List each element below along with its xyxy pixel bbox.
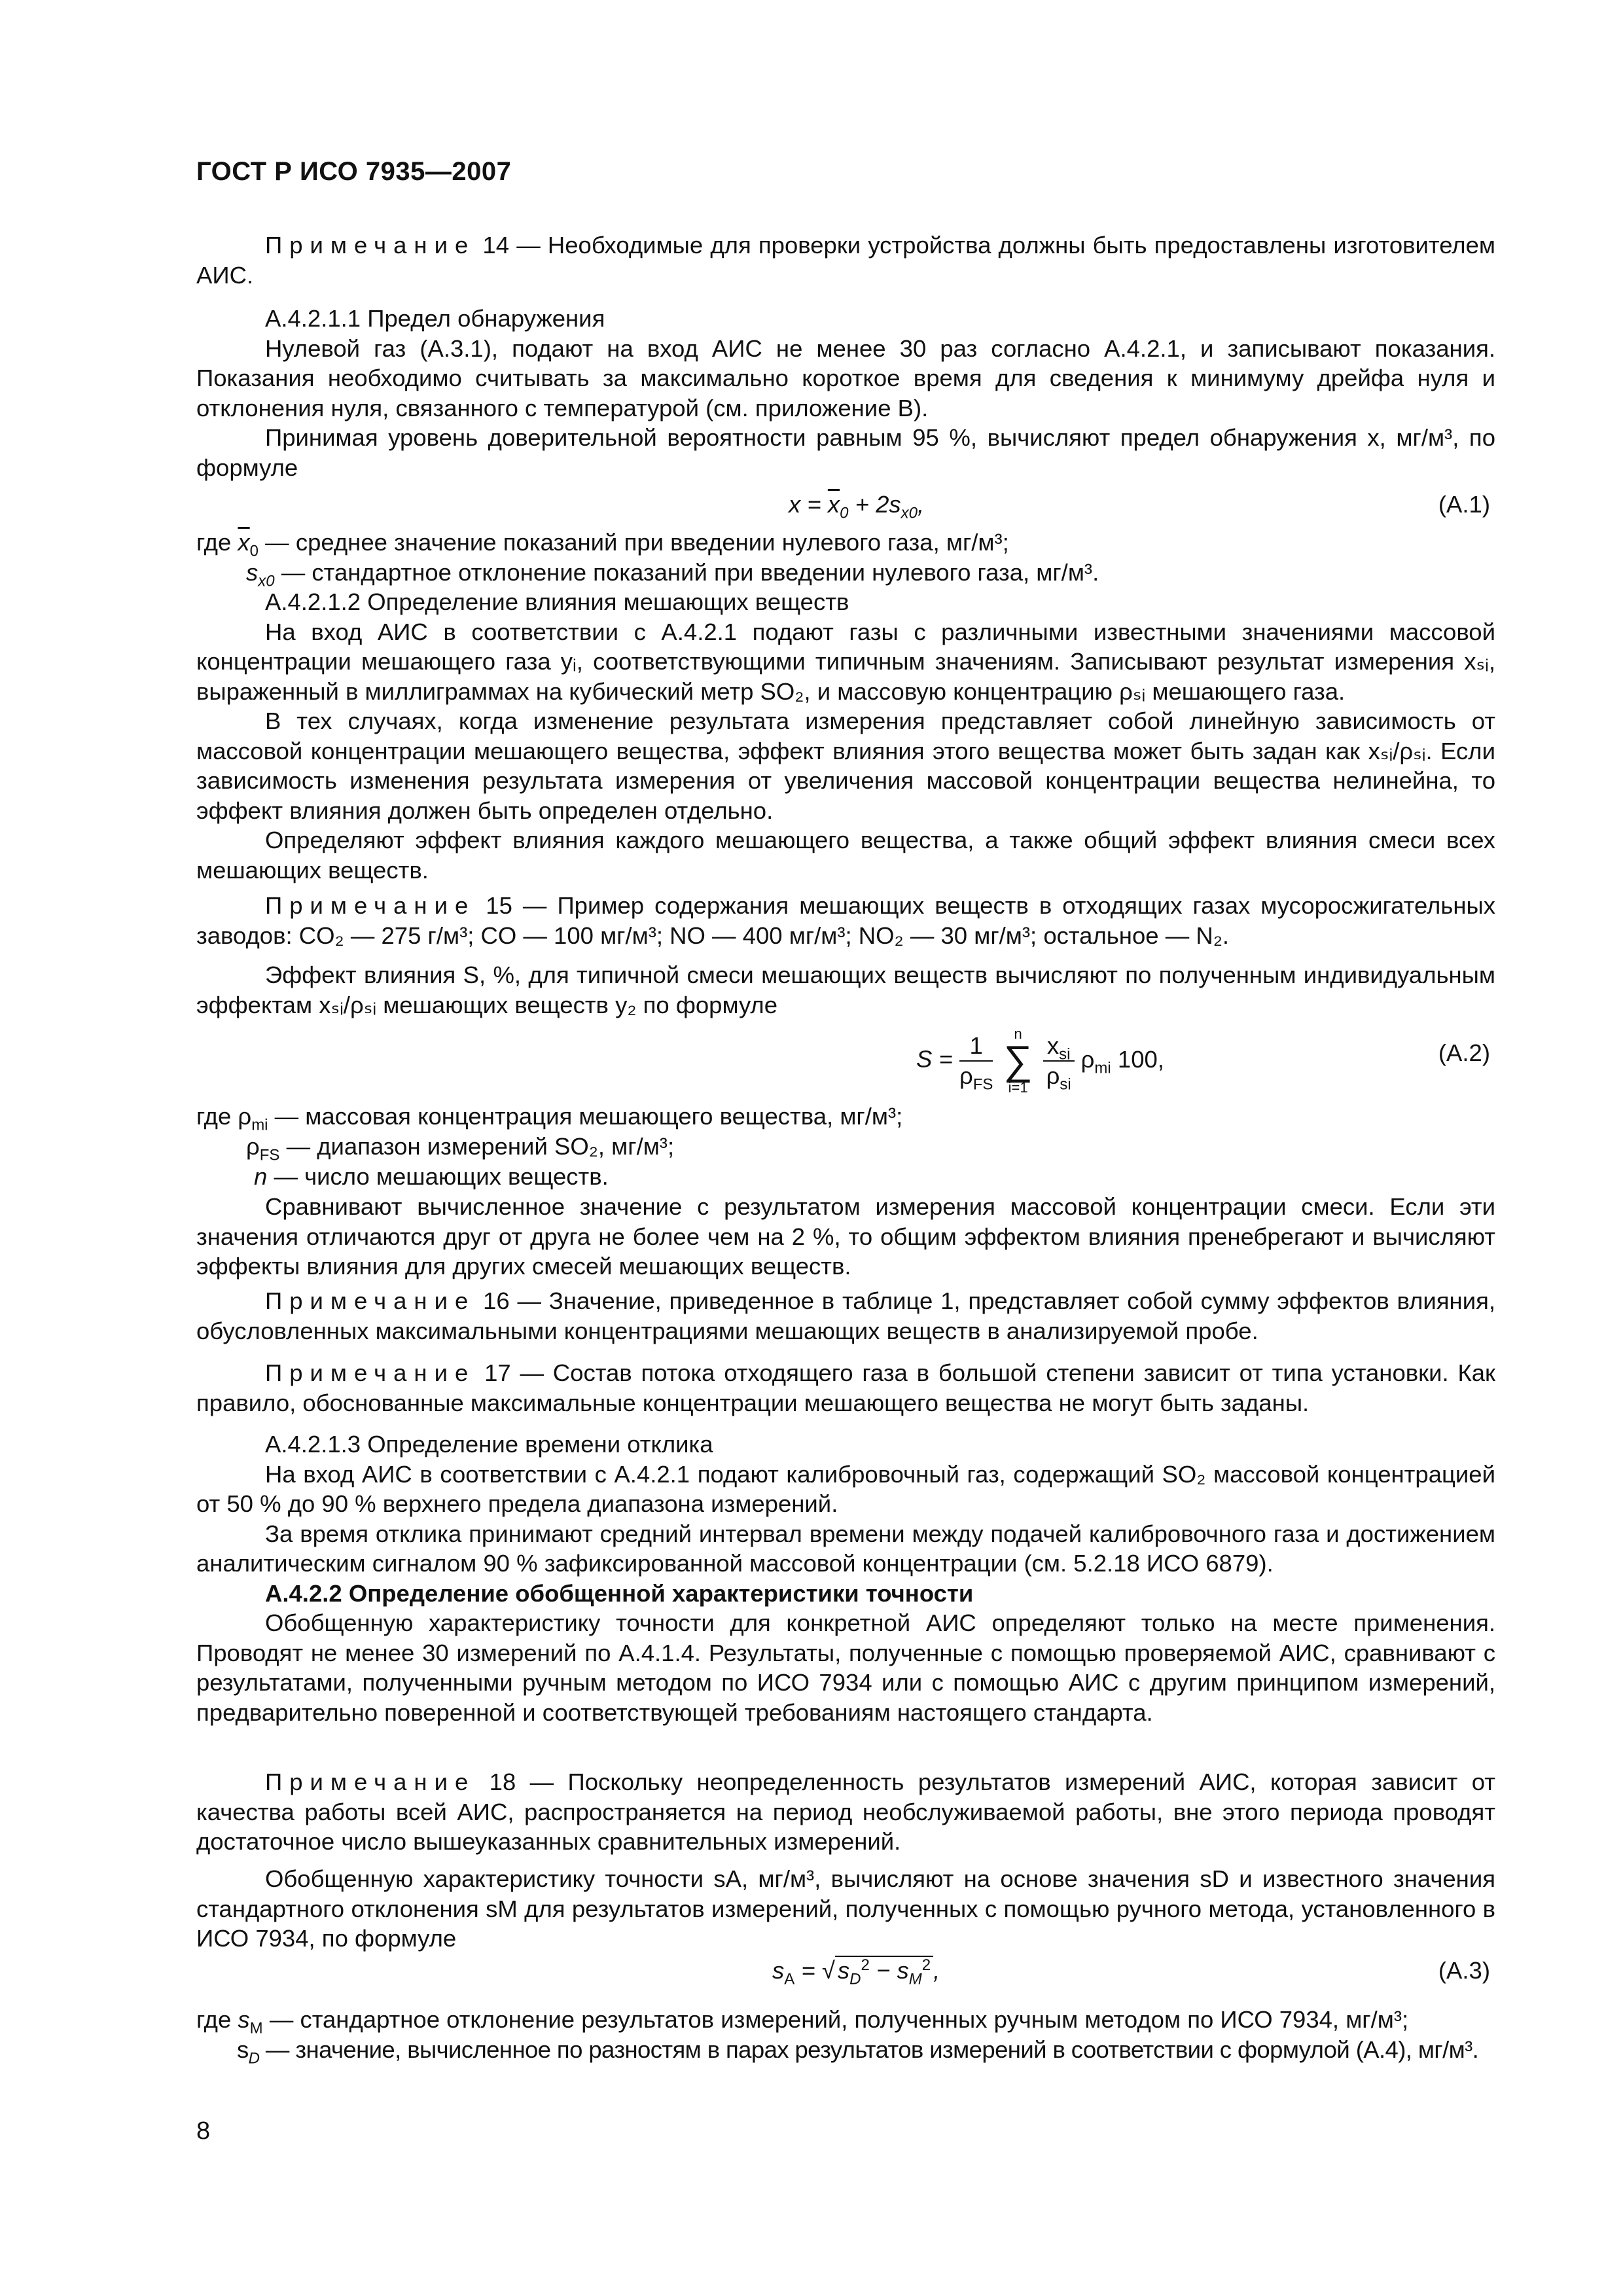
paragraph: На вход АИС в соответствии с А.4.2.1 подают газы с различными известными значениями массовой концентрации мешающего газа yᵢ, соответствующими типичным значениям. Записывают результат измерения xₛᵢ, выраженный в миллиграммах на кубический метр SO₂, и массовую концентрацию ρₛᵢ мешающего газа. xyxy=(196,618,1495,705)
formula-a3: $s_A$ = √ $s_D^2 - s_M^2$ , xyxy=(772,1956,940,1988)
section-heading: А.4.2.2 Определение обобщенной характеристики точности xyxy=(265,1579,974,1607)
note-text: 14 — Необходимые для проверки устройства должны быть предоставлены изготовителем АИС. xyxy=(196,232,1495,289)
paragraph: Эффект влияния S, %, для типичной смеси мешающих веществ вычисляют по полученным индивидуальным эффектам xₛᵢ/ρₛᵢ мешающих веществ y₂ по формуле xyxy=(196,961,1495,1018)
paragraph-accuracy xyxy=(196,1864,1495,1954)
note-17 xyxy=(196,1358,1495,1418)
note-label: Примечание xyxy=(265,892,476,919)
equation-number: (А.1) xyxy=(1438,491,1490,518)
paragraph: За время отклика принимают средний интервал времени между подачей калибровочного газа и достижением аналитическим сигналом 90 % зафиксированной массовой концентрации (см. 5.2.18 ИСО 6879). xyxy=(196,1520,1495,1577)
paragraph: Сравнивают вычисленное значение с результатом измерения массовой концентрации смеси. Если эти значения отличаются друг от друга не более чем на 2 %, то общим эффектом влияния пренебрегают и вычисляют эффекты влияния для других смесей мешающих веществ. xyxy=(196,1193,1495,1280)
formula-a1: $x = \overline{x}_0 + 2s_{x0}$, xyxy=(789,491,925,522)
paragraph-effect xyxy=(196,960,1495,1020)
section-heading: А.4.2.1.1 Предел обнаружения xyxy=(265,305,605,332)
equation-a2 xyxy=(196,1026,1495,1098)
equation-a3 xyxy=(196,1952,1495,1998)
document-header: ГОСТ Р ИСО 7935—2007 xyxy=(196,157,512,186)
paragraph: В тех случаях, когда изменение результата измерения представляет собой линейную зависимость от массовой концентрации мешающего вещества, эффект влияния этого вещества может быть задан как xₛᵢ/ρₛᵢ. Если зависимость изменения результата измерения от увеличения массовой концентрации вещества нелинейна, то эффект влияния должен быть определен отдельно. xyxy=(196,708,1495,824)
paragraph: Определяют эффект влияния каждого мешающего вещества, а также общий эффект влияния смеси всех мешающих веществ. xyxy=(196,827,1495,884)
equation-number: (А.2) xyxy=(1438,1039,1490,1066)
note-18 xyxy=(196,1767,1495,1857)
document-page xyxy=(196,0,1495,2296)
where-line: $s_{x0}$ — стандартное отклонение показаний при введении нулевого газа, мг/м³. xyxy=(246,559,1099,590)
where-line: n — число мешающих веществ. xyxy=(254,1163,609,1190)
note-16 xyxy=(196,1286,1495,1346)
section-a4212 xyxy=(196,587,1495,885)
section-a4213 xyxy=(196,1429,1495,1727)
paragraph: На вход АИС в соответствии с А.4.2.1 подают калибровочный газ, содержащий SO₂ массовой концентрацией от 50 % до 90 % верхнего предела диапазона измерений. xyxy=(196,1460,1495,1517)
where-line: $s_D$ — значение, вычисленное по разностям в парах результатов измерений в соответствии с формулой (А.4), мг/м³. xyxy=(237,2036,1479,2068)
where-line: где $s_M$ — стандартное отклонение результатов измерений, полученных ручным методом по ИСО 7934, мг/м³; xyxy=(196,2006,1409,2037)
section-heading: А.4.2.1.2 Определение влияния мешающих веществ xyxy=(265,588,849,615)
note-label: Примечание xyxy=(265,1359,476,1386)
where-line: где $\rho_{mi}$ — массовая концентрация мешающего вещества, мг/м³; xyxy=(196,1103,903,1134)
note-14 xyxy=(196,230,1495,290)
page-number: 8 xyxy=(196,2117,211,2145)
section-a4211 xyxy=(196,304,1495,482)
note-label: Примечание xyxy=(265,1768,476,1795)
where-line: $\rho_{FS}$ — диапазон измерений SO₂, мг/м³; xyxy=(246,1133,675,1164)
where-line: где $\overline{x}_0$ — среднее значение показаний при введении нулевого газа, мг/м³; xyxy=(196,529,1009,560)
note-text: 15 — Пример содержания мешающих веществ в отходящих газах мусоросжигательных заводов: CO₂ — 275 г/м³; CO — 100 мг/м³; NO — 400 мг/м³; NO₂ — 30 мг/м³; остальное — N₂. xyxy=(196,892,1495,949)
equation-number: (А.3) xyxy=(1438,1957,1490,1984)
paragraph: Обобщенную характеристику точности для конкретной АИС определяют только на месте применения. Проводят не менее 30 измерений по А.4.1.4. Результаты, полученные с помощью проверяемой АИС, сравнивают с результатами, полученными ручным методом по ИСО 7934 или с помощью АИС с другим принципом измерений, предварительно поверенной и соответствующей требованиям настоящего стандарта. xyxy=(196,1609,1495,1726)
note-text: 17 — Состав потока отходящего газа в большой степени зависит от типа установки. Как правило, обоснованные максимальные концентрации мешающего вещества не могут быть заданы. xyxy=(196,1359,1495,1416)
note-text: 16 — Значение, приведенное в таблице 1, представляет собой сумму эффектов влияния, обусловленных максимальными концентрациями мешающих веществ в анализируемой пробе. xyxy=(196,1287,1495,1344)
note-label: Примечание xyxy=(265,1287,476,1314)
formula-a2: S = $\frac{1}{\rho_{FS}}$ n ∑ i=1 $\frac{x_{si}}{\rho_{si}}$ $\rho_{mi}$ 100, xyxy=(916,1026,1164,1096)
paragraph-compare xyxy=(196,1192,1495,1282)
paragraph: Принимая уровень доверительной вероятности равным 95 %, вычисляют предел обнаружения х, мг/м³, по формуле xyxy=(196,424,1495,481)
note-text: 18 — Поскольку неопределенность результатов измерений АИС, которая зависит от качества работы всей АИС, распространяется на период необслуживаемой работы, вне этого периода проводят достаточное число вышеуказанных сравнительных измерений. xyxy=(196,1768,1495,1855)
paragraph: Нулевой газ (А.3.1), подают на вход АИС не менее 30 раз согласно А.4.2.1, и записывают показания. Показания необходимо считывать за максимально короткое время для сведения к минимуму дрейфа нуля и отклонения нуля, связанного с температурой (см. приложение В). xyxy=(196,334,1495,422)
equation-a1 xyxy=(196,486,1495,531)
section-heading: А.4.2.1.3 Определение времени отклика xyxy=(265,1431,713,1458)
note-15 xyxy=(196,891,1495,950)
paragraph: Обобщенную характеристику точности sA, мг/м³, вычисляют на основе значения sD и известного значения стандартного отклонения sM для результатов измерений, полученных с помощью ручного метода, установленного в ИСО 7934, по формуле xyxy=(196,1865,1495,1952)
note-label: Примечание xyxy=(265,232,476,259)
